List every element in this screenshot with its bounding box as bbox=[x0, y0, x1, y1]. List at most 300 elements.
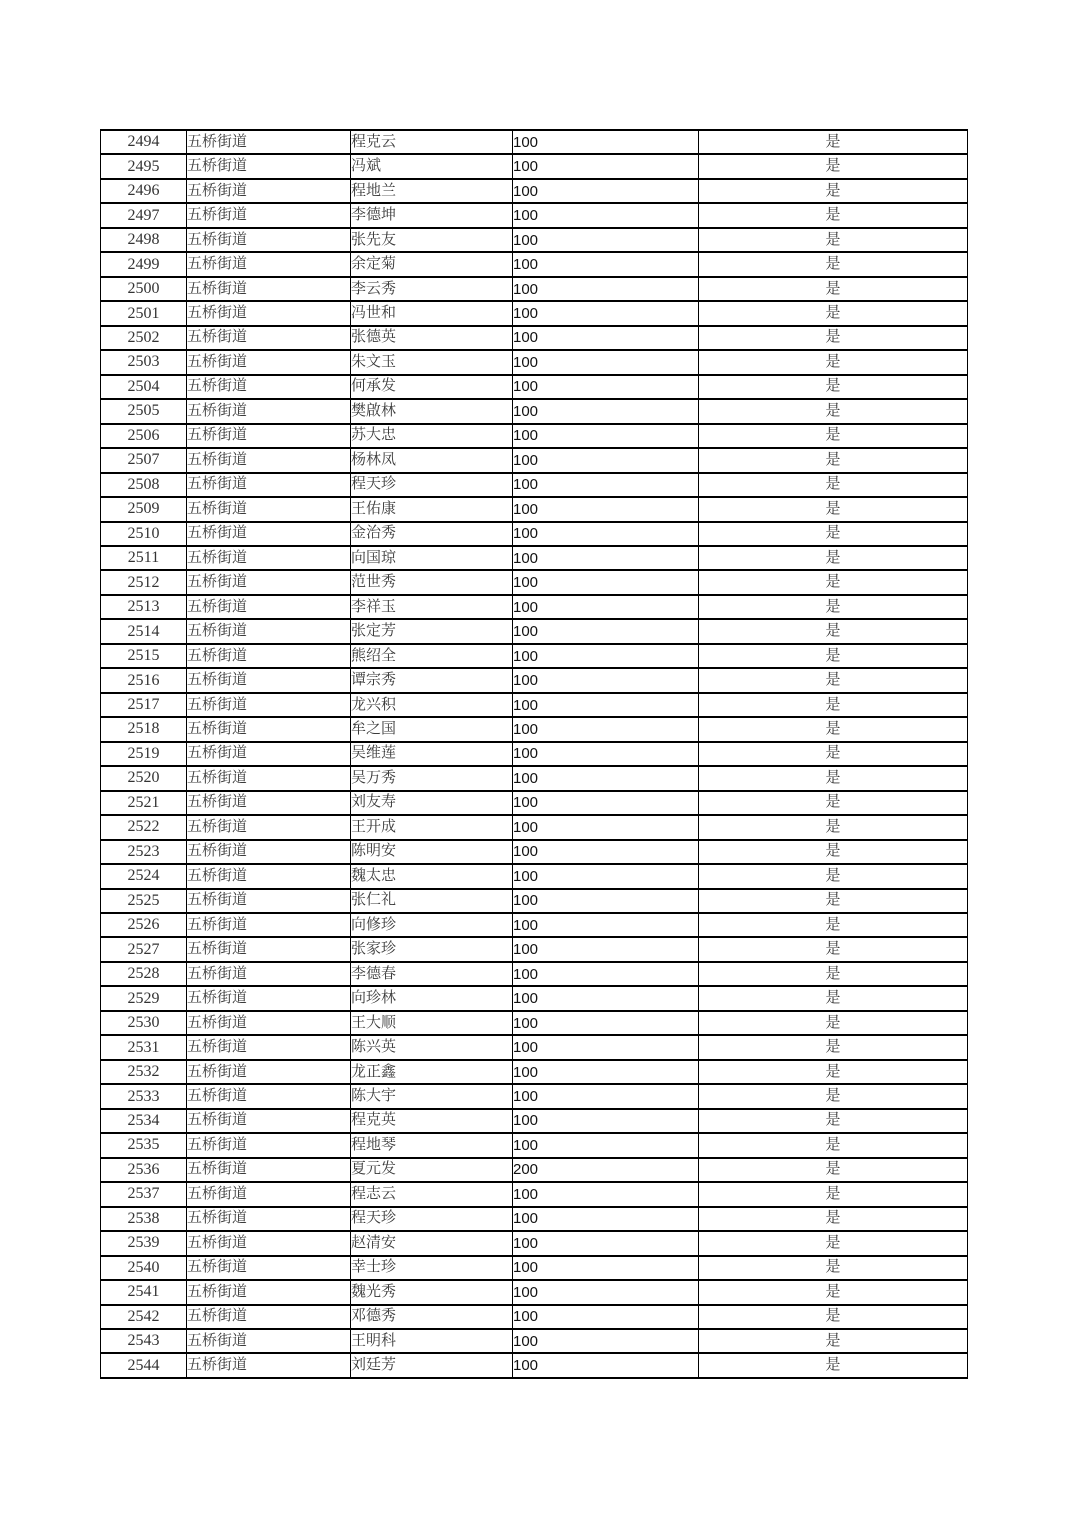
amount-cell: 100 bbox=[513, 1182, 699, 1206]
serial-number-cell: 2508 bbox=[101, 473, 187, 497]
serial-number-cell: 2517 bbox=[101, 693, 187, 717]
confirmation-cell: 是 bbox=[699, 1207, 968, 1231]
person-name-cell: 张家珍 bbox=[351, 937, 513, 961]
amount-cell: 100 bbox=[513, 570, 699, 594]
street-cell: 五桥街道 bbox=[187, 203, 351, 227]
table-row bbox=[101, 742, 968, 766]
table-row bbox=[101, 375, 968, 399]
street-cell: 五桥街道 bbox=[187, 644, 351, 668]
serial-number-cell: 2506 bbox=[101, 424, 187, 448]
person-name-cell: 朱文玉 bbox=[351, 350, 513, 374]
amount-cell: 100 bbox=[513, 473, 699, 497]
street-cell: 五桥街道 bbox=[187, 1182, 351, 1206]
amount-cell: 100 bbox=[513, 619, 699, 643]
table-row bbox=[101, 595, 968, 619]
amount-cell: 100 bbox=[513, 252, 699, 276]
amount-cell: 100 bbox=[513, 937, 699, 961]
serial-number-cell: 2542 bbox=[101, 1305, 187, 1329]
amount-cell: 100 bbox=[513, 399, 699, 423]
amount-cell: 100 bbox=[513, 130, 699, 154]
confirmation-cell: 是 bbox=[699, 154, 968, 178]
serial-number-cell: 2520 bbox=[101, 766, 187, 790]
person-name-cell: 张仁礼 bbox=[351, 889, 513, 913]
serial-number-cell: 2533 bbox=[101, 1084, 187, 1108]
street-cell: 五桥街道 bbox=[187, 717, 351, 741]
table-row bbox=[101, 154, 968, 178]
table-row bbox=[101, 889, 968, 913]
table-row bbox=[101, 301, 968, 325]
confirmation-cell: 是 bbox=[699, 1133, 968, 1157]
person-name-cell: 李云秀 bbox=[351, 277, 513, 301]
serial-number-cell: 2529 bbox=[101, 986, 187, 1010]
person-name-cell: 魏光秀 bbox=[351, 1280, 513, 1304]
table-row bbox=[101, 130, 968, 154]
serial-number-cell: 2541 bbox=[101, 1280, 187, 1304]
serial-number-cell: 2497 bbox=[101, 203, 187, 227]
person-name-cell: 幸士珍 bbox=[351, 1256, 513, 1280]
amount-cell: 100 bbox=[513, 717, 699, 741]
amount-cell: 100 bbox=[513, 1133, 699, 1157]
serial-number-cell: 2505 bbox=[101, 399, 187, 423]
street-cell: 五桥街道 bbox=[187, 864, 351, 888]
person-name-cell: 夏元发 bbox=[351, 1158, 513, 1182]
street-cell: 五桥街道 bbox=[187, 1329, 351, 1353]
person-name-cell: 程天珍 bbox=[351, 1207, 513, 1231]
person-name-cell: 程地兰 bbox=[351, 179, 513, 203]
person-name-cell: 李祥玉 bbox=[351, 595, 513, 619]
amount-cell: 100 bbox=[513, 154, 699, 178]
serial-number-cell: 2526 bbox=[101, 913, 187, 937]
serial-number-cell: 2522 bbox=[101, 815, 187, 839]
amount-cell: 100 bbox=[513, 326, 699, 350]
table-row bbox=[101, 986, 968, 1010]
confirmation-cell: 是 bbox=[699, 791, 968, 815]
table-row bbox=[101, 1084, 968, 1108]
amount-cell: 100 bbox=[513, 668, 699, 692]
serial-number-cell: 2503 bbox=[101, 350, 187, 374]
amount-cell: 100 bbox=[513, 889, 699, 913]
person-name-cell: 赵清安 bbox=[351, 1231, 513, 1255]
person-name-cell: 张德英 bbox=[351, 326, 513, 350]
confirmation-cell: 是 bbox=[699, 497, 968, 521]
street-cell: 五桥街道 bbox=[187, 1133, 351, 1157]
person-name-cell: 龙正鑫 bbox=[351, 1060, 513, 1084]
street-cell: 五桥街道 bbox=[187, 1158, 351, 1182]
serial-number-cell: 2518 bbox=[101, 717, 187, 741]
confirmation-cell: 是 bbox=[699, 742, 968, 766]
confirmation-cell: 是 bbox=[699, 1084, 968, 1108]
person-name-cell: 王佑康 bbox=[351, 497, 513, 521]
street-cell: 五桥街道 bbox=[187, 1084, 351, 1108]
amount-cell: 100 bbox=[513, 1329, 699, 1353]
serial-number-cell: 2524 bbox=[101, 864, 187, 888]
street-cell: 五桥街道 bbox=[187, 668, 351, 692]
serial-number-cell: 2537 bbox=[101, 1182, 187, 1206]
amount-cell: 100 bbox=[513, 424, 699, 448]
confirmation-cell: 是 bbox=[699, 595, 968, 619]
table-row bbox=[101, 522, 968, 546]
person-name-cell: 程地琴 bbox=[351, 1133, 513, 1157]
serial-number-cell: 2538 bbox=[101, 1207, 187, 1231]
street-cell: 五桥街道 bbox=[187, 937, 351, 961]
serial-number-cell: 2495 bbox=[101, 154, 187, 178]
street-cell: 五桥街道 bbox=[187, 154, 351, 178]
confirmation-cell: 是 bbox=[699, 522, 968, 546]
person-name-cell: 邓德秀 bbox=[351, 1305, 513, 1329]
table-row bbox=[101, 277, 968, 301]
amount-cell: 100 bbox=[513, 497, 699, 521]
street-cell: 五桥街道 bbox=[187, 130, 351, 154]
street-cell: 五桥街道 bbox=[187, 1109, 351, 1133]
person-name-cell: 冯世和 bbox=[351, 301, 513, 325]
table-row bbox=[101, 252, 968, 276]
confirmation-cell: 是 bbox=[699, 766, 968, 790]
street-cell: 五桥街道 bbox=[187, 1060, 351, 1084]
amount-cell: 100 bbox=[513, 1207, 699, 1231]
table-body bbox=[101, 130, 968, 1378]
confirmation-cell: 是 bbox=[699, 228, 968, 252]
person-name-cell: 程天珍 bbox=[351, 473, 513, 497]
table-row bbox=[101, 913, 968, 937]
street-cell: 五桥街道 bbox=[187, 326, 351, 350]
street-cell: 五桥街道 bbox=[187, 986, 351, 1010]
amount-cell: 100 bbox=[513, 1011, 699, 1035]
street-cell: 五桥街道 bbox=[187, 1305, 351, 1329]
amount-cell: 100 bbox=[513, 815, 699, 839]
street-cell: 五桥街道 bbox=[187, 252, 351, 276]
serial-number-cell: 2539 bbox=[101, 1231, 187, 1255]
person-name-cell: 吴维莲 bbox=[351, 742, 513, 766]
serial-number-cell: 2543 bbox=[101, 1329, 187, 1353]
person-name-cell: 余定菊 bbox=[351, 252, 513, 276]
confirmation-cell: 是 bbox=[699, 889, 968, 913]
street-cell: 五桥街道 bbox=[187, 228, 351, 252]
confirmation-cell: 是 bbox=[699, 326, 968, 350]
person-name-cell: 刘友寿 bbox=[351, 791, 513, 815]
person-name-cell: 熊绍全 bbox=[351, 644, 513, 668]
serial-number-cell: 2496 bbox=[101, 179, 187, 203]
person-name-cell: 刘廷芳 bbox=[351, 1353, 513, 1377]
street-cell: 五桥街道 bbox=[187, 619, 351, 643]
confirmation-cell: 是 bbox=[699, 1280, 968, 1304]
street-cell: 五桥街道 bbox=[187, 1256, 351, 1280]
table-row bbox=[101, 497, 968, 521]
person-name-cell: 张先友 bbox=[351, 228, 513, 252]
person-name-cell: 何承发 bbox=[351, 375, 513, 399]
street-cell: 五桥街道 bbox=[187, 840, 351, 864]
amount-cell: 100 bbox=[513, 1084, 699, 1108]
person-name-cell: 吴万秀 bbox=[351, 766, 513, 790]
amount-cell: 100 bbox=[513, 375, 699, 399]
confirmation-cell: 是 bbox=[699, 1158, 968, 1182]
confirmation-cell: 是 bbox=[699, 815, 968, 839]
street-cell: 五桥街道 bbox=[187, 473, 351, 497]
person-name-cell: 向珍林 bbox=[351, 986, 513, 1010]
street-cell: 五桥街道 bbox=[187, 742, 351, 766]
amount-cell: 100 bbox=[513, 350, 699, 374]
amount-cell: 100 bbox=[513, 522, 699, 546]
serial-number-cell: 2535 bbox=[101, 1133, 187, 1157]
table-row bbox=[101, 937, 968, 961]
street-cell: 五桥街道 bbox=[187, 179, 351, 203]
confirmation-cell: 是 bbox=[699, 962, 968, 986]
table-row bbox=[101, 815, 968, 839]
table-row bbox=[101, 570, 968, 594]
table-row bbox=[101, 644, 968, 668]
amount-cell: 100 bbox=[513, 228, 699, 252]
serial-number-cell: 2544 bbox=[101, 1353, 187, 1377]
table-row bbox=[101, 326, 968, 350]
serial-number-cell: 2504 bbox=[101, 375, 187, 399]
table-row bbox=[101, 448, 968, 472]
serial-number-cell: 2519 bbox=[101, 742, 187, 766]
table-row bbox=[101, 962, 968, 986]
confirmation-cell: 是 bbox=[699, 1060, 968, 1084]
confirmation-cell: 是 bbox=[699, 1182, 968, 1206]
table-row bbox=[101, 399, 968, 423]
serial-number-cell: 2530 bbox=[101, 1011, 187, 1035]
street-cell: 五桥街道 bbox=[187, 448, 351, 472]
person-name-cell: 程克英 bbox=[351, 1109, 513, 1133]
person-name-cell: 范世秀 bbox=[351, 570, 513, 594]
serial-number-cell: 2515 bbox=[101, 644, 187, 668]
amount-cell: 100 bbox=[513, 448, 699, 472]
street-cell: 五桥街道 bbox=[187, 1231, 351, 1255]
amount-cell: 100 bbox=[513, 693, 699, 717]
beneficiary-table bbox=[100, 129, 968, 1379]
serial-number-cell: 2507 bbox=[101, 448, 187, 472]
serial-number-cell: 2531 bbox=[101, 1035, 187, 1059]
confirmation-cell: 是 bbox=[699, 130, 968, 154]
amount-cell: 100 bbox=[513, 1035, 699, 1059]
person-name-cell: 金治秀 bbox=[351, 522, 513, 546]
serial-number-cell: 2528 bbox=[101, 962, 187, 986]
amount-cell: 100 bbox=[513, 766, 699, 790]
confirmation-cell: 是 bbox=[699, 1329, 968, 1353]
person-name-cell: 程克云 bbox=[351, 130, 513, 154]
table-row bbox=[101, 1182, 968, 1206]
amount-cell: 100 bbox=[513, 986, 699, 1010]
amount-cell: 100 bbox=[513, 864, 699, 888]
confirmation-cell: 是 bbox=[699, 986, 968, 1010]
serial-number-cell: 2501 bbox=[101, 301, 187, 325]
confirmation-cell: 是 bbox=[699, 473, 968, 497]
amount-cell: 100 bbox=[513, 179, 699, 203]
serial-number-cell: 2536 bbox=[101, 1158, 187, 1182]
confirmation-cell: 是 bbox=[699, 301, 968, 325]
serial-number-cell: 2513 bbox=[101, 595, 187, 619]
person-name-cell: 王大顺 bbox=[351, 1011, 513, 1035]
amount-cell: 100 bbox=[513, 913, 699, 937]
table-row bbox=[101, 791, 968, 815]
table-row bbox=[101, 424, 968, 448]
confirmation-cell: 是 bbox=[699, 570, 968, 594]
table-row bbox=[101, 840, 968, 864]
confirmation-cell: 是 bbox=[699, 1305, 968, 1329]
amount-cell: 100 bbox=[513, 742, 699, 766]
street-cell: 五桥街道 bbox=[187, 1035, 351, 1059]
street-cell: 五桥街道 bbox=[187, 1280, 351, 1304]
street-cell: 五桥街道 bbox=[187, 1207, 351, 1231]
serial-number-cell: 2498 bbox=[101, 228, 187, 252]
confirmation-cell: 是 bbox=[699, 864, 968, 888]
confirmation-cell: 是 bbox=[699, 717, 968, 741]
confirmation-cell: 是 bbox=[699, 350, 968, 374]
amount-cell: 200 bbox=[513, 1158, 699, 1182]
serial-number-cell: 2512 bbox=[101, 570, 187, 594]
serial-number-cell: 2514 bbox=[101, 619, 187, 643]
street-cell: 五桥街道 bbox=[187, 424, 351, 448]
serial-number-cell: 2494 bbox=[101, 130, 187, 154]
confirmation-cell: 是 bbox=[699, 668, 968, 692]
serial-number-cell: 2499 bbox=[101, 252, 187, 276]
table-row bbox=[101, 203, 968, 227]
confirmation-cell: 是 bbox=[699, 546, 968, 570]
serial-number-cell: 2534 bbox=[101, 1109, 187, 1133]
street-cell: 五桥街道 bbox=[187, 570, 351, 594]
confirmation-cell: 是 bbox=[699, 1256, 968, 1280]
amount-cell: 100 bbox=[513, 791, 699, 815]
confirmation-cell: 是 bbox=[699, 1231, 968, 1255]
table-row bbox=[101, 1329, 968, 1353]
table-row bbox=[101, 668, 968, 692]
table-row bbox=[101, 1158, 968, 1182]
street-cell: 五桥街道 bbox=[187, 962, 351, 986]
person-name-cell: 张定芳 bbox=[351, 619, 513, 643]
table-row bbox=[101, 1280, 968, 1304]
serial-number-cell: 2523 bbox=[101, 840, 187, 864]
confirmation-cell: 是 bbox=[699, 840, 968, 864]
confirmation-cell: 是 bbox=[699, 913, 968, 937]
street-cell: 五桥街道 bbox=[187, 815, 351, 839]
amount-cell: 100 bbox=[513, 546, 699, 570]
table-row bbox=[101, 179, 968, 203]
street-cell: 五桥街道 bbox=[187, 546, 351, 570]
confirmation-cell: 是 bbox=[699, 693, 968, 717]
person-name-cell: 樊啟林 bbox=[351, 399, 513, 423]
amount-cell: 100 bbox=[513, 1256, 699, 1280]
table-row bbox=[101, 546, 968, 570]
serial-number-cell: 2516 bbox=[101, 668, 187, 692]
person-name-cell: 向修珍 bbox=[351, 913, 513, 937]
street-cell: 五桥街道 bbox=[187, 693, 351, 717]
amount-cell: 100 bbox=[513, 1280, 699, 1304]
serial-number-cell: 2540 bbox=[101, 1256, 187, 1280]
person-name-cell: 陈兴英 bbox=[351, 1035, 513, 1059]
serial-number-cell: 2502 bbox=[101, 326, 187, 350]
serial-number-cell: 2510 bbox=[101, 522, 187, 546]
amount-cell: 100 bbox=[513, 1231, 699, 1255]
amount-cell: 100 bbox=[513, 595, 699, 619]
table-row bbox=[101, 1109, 968, 1133]
street-cell: 五桥街道 bbox=[187, 1353, 351, 1377]
table-row bbox=[101, 1035, 968, 1059]
amount-cell: 100 bbox=[513, 1109, 699, 1133]
person-name-cell: 牟之国 bbox=[351, 717, 513, 741]
serial-number-cell: 2527 bbox=[101, 937, 187, 961]
person-name-cell: 谭宗秀 bbox=[351, 668, 513, 692]
person-name-cell: 王明科 bbox=[351, 1329, 513, 1353]
street-cell: 五桥街道 bbox=[187, 522, 351, 546]
confirmation-cell: 是 bbox=[699, 424, 968, 448]
street-cell: 五桥街道 bbox=[187, 889, 351, 913]
street-cell: 五桥街道 bbox=[187, 399, 351, 423]
street-cell: 五桥街道 bbox=[187, 277, 351, 301]
street-cell: 五桥街道 bbox=[187, 595, 351, 619]
amount-cell: 100 bbox=[513, 962, 699, 986]
person-name-cell: 李德春 bbox=[351, 962, 513, 986]
confirmation-cell: 是 bbox=[699, 448, 968, 472]
street-cell: 五桥街道 bbox=[187, 791, 351, 815]
table-row bbox=[101, 864, 968, 888]
confirmation-cell: 是 bbox=[699, 1035, 968, 1059]
amount-cell: 100 bbox=[513, 203, 699, 227]
table-row bbox=[101, 1133, 968, 1157]
street-cell: 五桥街道 bbox=[187, 766, 351, 790]
amount-cell: 100 bbox=[513, 1353, 699, 1377]
table-row bbox=[101, 473, 968, 497]
serial-number-cell: 2511 bbox=[101, 546, 187, 570]
person-name-cell: 陈明安 bbox=[351, 840, 513, 864]
serial-number-cell: 2509 bbox=[101, 497, 187, 521]
amount-cell: 100 bbox=[513, 644, 699, 668]
table-row bbox=[101, 1231, 968, 1255]
street-cell: 五桥街道 bbox=[187, 497, 351, 521]
confirmation-cell: 是 bbox=[699, 1353, 968, 1377]
table-row bbox=[101, 1305, 968, 1329]
person-name-cell: 杨林凤 bbox=[351, 448, 513, 472]
confirmation-cell: 是 bbox=[699, 375, 968, 399]
amount-cell: 100 bbox=[513, 277, 699, 301]
table-row bbox=[101, 1060, 968, 1084]
street-cell: 五桥街道 bbox=[187, 301, 351, 325]
table-row bbox=[101, 1256, 968, 1280]
serial-number-cell: 2521 bbox=[101, 791, 187, 815]
confirmation-cell: 是 bbox=[699, 277, 968, 301]
confirmation-cell: 是 bbox=[699, 644, 968, 668]
serial-number-cell: 2532 bbox=[101, 1060, 187, 1084]
person-name-cell: 苏大忠 bbox=[351, 424, 513, 448]
person-name-cell: 王开成 bbox=[351, 815, 513, 839]
street-cell: 五桥街道 bbox=[187, 1011, 351, 1035]
amount-cell: 100 bbox=[513, 1305, 699, 1329]
person-name-cell: 李德坤 bbox=[351, 203, 513, 227]
confirmation-cell: 是 bbox=[699, 203, 968, 227]
table-row bbox=[101, 228, 968, 252]
table-row bbox=[101, 1207, 968, 1231]
serial-number-cell: 2525 bbox=[101, 889, 187, 913]
table-row bbox=[101, 1353, 968, 1377]
amount-cell: 100 bbox=[513, 1060, 699, 1084]
street-cell: 五桥街道 bbox=[187, 350, 351, 374]
serial-number-cell: 2500 bbox=[101, 277, 187, 301]
confirmation-cell: 是 bbox=[699, 1109, 968, 1133]
street-cell: 五桥街道 bbox=[187, 913, 351, 937]
table-row bbox=[101, 766, 968, 790]
person-name-cell: 冯斌 bbox=[351, 154, 513, 178]
person-name-cell: 陈大宇 bbox=[351, 1084, 513, 1108]
table-row bbox=[101, 350, 968, 374]
confirmation-cell: 是 bbox=[699, 619, 968, 643]
confirmation-cell: 是 bbox=[699, 179, 968, 203]
street-cell: 五桥街道 bbox=[187, 375, 351, 399]
person-name-cell: 程志云 bbox=[351, 1182, 513, 1206]
table-row bbox=[101, 693, 968, 717]
confirmation-cell: 是 bbox=[699, 399, 968, 423]
person-name-cell: 魏太忠 bbox=[351, 864, 513, 888]
table-row bbox=[101, 619, 968, 643]
amount-cell: 100 bbox=[513, 301, 699, 325]
